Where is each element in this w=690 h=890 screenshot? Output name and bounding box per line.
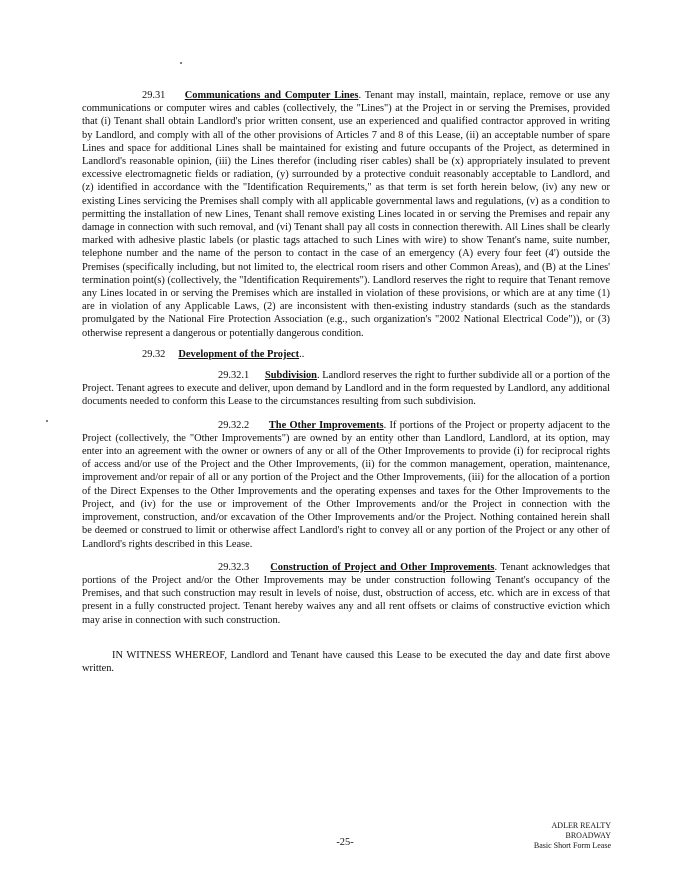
section-number: 29.32.3 bbox=[218, 561, 250, 573]
witness-clause: IN WITNESS WHEREOF, Landlord and Tenant have caused this Lease to be executed the day and date first above written. bbox=[82, 649, 610, 674]
section-number: 29.32.2 bbox=[218, 419, 250, 431]
section-number: 29.32 bbox=[142, 348, 166, 360]
section-heading: The Other Improvements bbox=[268, 419, 384, 431]
section-text: . Tenant may install, maintain, replace, remove or use any communications or computer wires and cables (collectively, the "Lines") at the Project in or serving the Premises, provided that (i) Tenant shall obtain Landlord's prior written consent, use an experienced and qualified contractor approved in writing by Landlord, and comply with all of the other provisions of Articles 7 and 8 of this Lease, (ii) an acceptable number of spare Lines and space for additional Lines shall be maintained for existing and future occupants of the Project, as determined in Landlord's reasonable opinion, (iii) the Lines therefor (including riser cables) shall be (x) appropriately insulated to prevent excessive electromagnetic fields or radiation, (y) surrounded by a protective conduit reasonably acceptable to Landlord, and (z) identified in accordance with the "Identification Requirements," as that term is set forth herein below, (iv) any new or existing Lines servicing the Premises shall comply with all applicable governmental laws and regulations, (v) as a condition to permitting the installation of new Lines, Tenant shall remove existing Lines located in or serving the Premises and repair any damage in connection with such removal, and (vi) Tenant shall pay all costs in connection therewith. All Lines shall be clearly marked with adhesive plastic labels (or plastic tags attached to such Lines with wire) to show Tenant's name, suite number, telephone number and the name of the person to contact in the case of an emergency (A) every four feet (4') outside the Premises (specifically including, but not limited to, the electrical room risers and other Common Areas), and (B) at the Lines' termination point(s) (collectively, the "Identification Requirements"). Landlord reserves the right to require that Tenant remove any Lines located in or serving the Premises which are installed in violation of these provisions, or which are at any time (1) are in violation of any Applicable Laws, (2) are inconsistent with then-existing industry standards (such as the standards promulgated by the National Fire Protection Association (e.g., such organization's "2002 National Electrical Code")), or (3) otherwise represent a dangerous or potentially dangerous condition. bbox=[82, 90, 610, 339]
footer-company-line1: ADLER REALTY bbox=[551, 821, 611, 830]
scan-speck bbox=[180, 62, 182, 64]
footer-doc-id bbox=[534, 821, 611, 851]
section-heading-trailing: .. bbox=[299, 348, 305, 360]
footer-company-line2: BROADWAY bbox=[565, 831, 611, 840]
scan-speck bbox=[46, 420, 48, 422]
lease-body bbox=[82, 89, 610, 675]
section-text: . Landlord reserves the right to further subdivide all or a portion of the Project. Tenant agrees to execute and deliver, upon demand by Landlord and in the form requested by Landlord, any additional documents needed to conform this Lease to the circumstances resulting from such subdivision. bbox=[82, 370, 610, 408]
footer-document-name: Basic Short Form Lease bbox=[533, 841, 611, 850]
page-number: -25- bbox=[336, 837, 354, 848]
section-29-32-2 bbox=[82, 419, 610, 551]
section-number: 29.31 bbox=[142, 90, 166, 101]
section-text: . Tenant acknowledges that portions of the Project and/or the Other Improvements may be under construction following Tenant's occupancy of the Premises, and that such construction may result in levels of noise, dust, obstruction of access, etc. which are in excess of that present in a fully constructed project. Tenant hereby waives any and all rent offsets or claims of constructive eviction which may arise in connection with such construction. bbox=[82, 561, 611, 626]
section-heading: Communications and Computer Lines bbox=[184, 90, 359, 101]
section-number: 29.32.1 bbox=[218, 370, 250, 382]
section-text: . If portions of the Project or property adjacent to the Project (collectively, the "Other Improvements") are owned by an entity other than Landlord, Landlord, at its option, may enter into an agreement with the owner or owners of any or all of the Other Improvements to provide (i) for reciprocal rights of access and/or use of the Project and the Other Improvements, (ii) for the common management, operation, maintenance, improvement and/or repair of all or any portion of the Project and the Other Improvements, (iii) for the allocation of a portion of the Direct Expenses to the Other Improvements and the operating expenses and taxes for the Other Improvements to the Project, and (iv) for the use or improvement of the Other Improvements and/or the Project in connection with the improvement, construction, and/or excavation of the Other Improvements and/or the Project. Nothing contained herein shall be deemed or construed to limit or otherwise affect Landlord's right to convey all or any portion of the Project or any other of Landlord's rights described in this Lease. bbox=[82, 419, 610, 550]
section-29-32 bbox=[82, 348, 610, 361]
section-heading: Development of the Project bbox=[178, 348, 300, 360]
section-heading: Subdivision bbox=[264, 370, 317, 382]
section-heading: Construction of Project and Other Improvements bbox=[270, 561, 495, 573]
section-29-32-1 bbox=[82, 369, 610, 409]
section-29-32-3 bbox=[82, 561, 610, 627]
section-29-31 bbox=[82, 89, 610, 340]
